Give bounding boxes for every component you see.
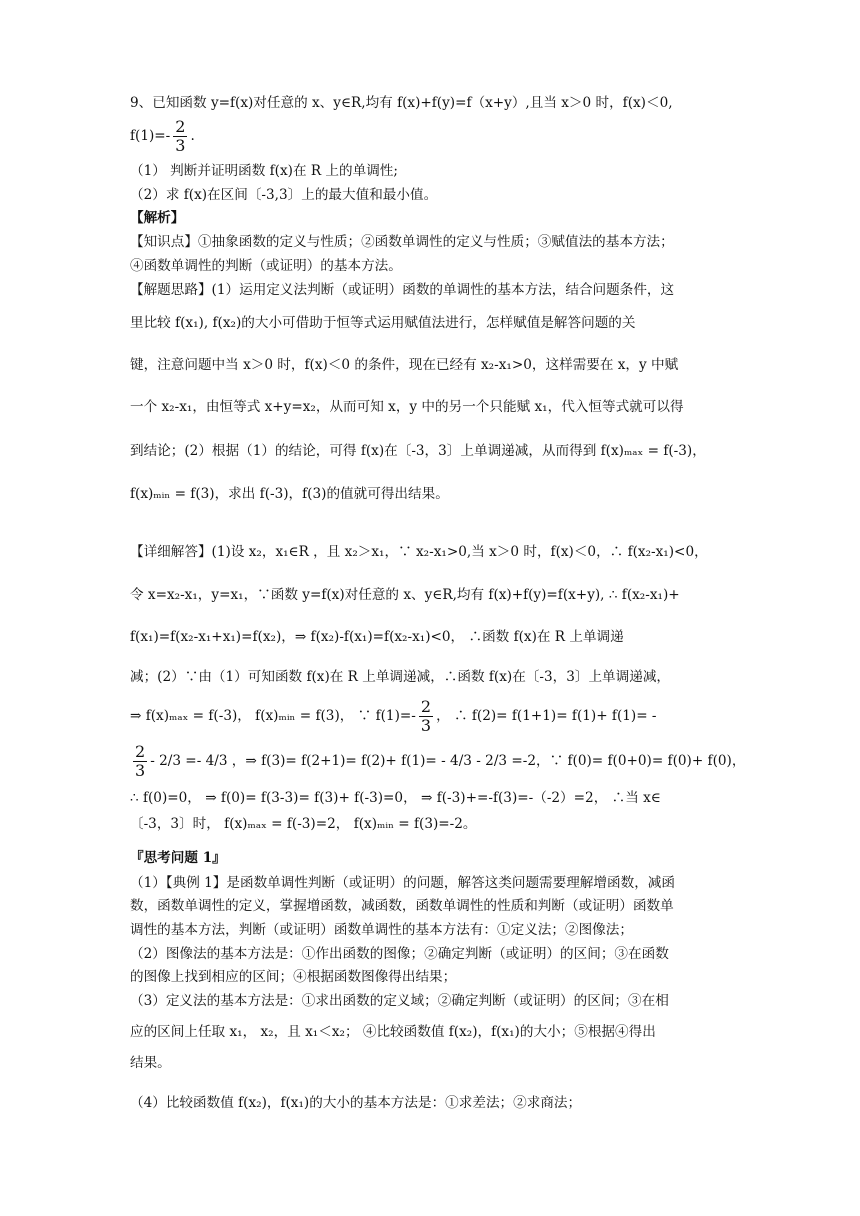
document-line: （3）定义法的基本方法是：①求出函数的定义域；②确定判断（或证明）的区间；③在相	[130, 993, 669, 1009]
document-line: （1）【典例 1】是函数单调性判断（或证明）的问题，解答这类问题需要理解增函数，减函	[130, 875, 675, 891]
fraction	[173, 118, 187, 155]
document-line: 键，注意问题中当 x＞0 时，f(x)＜0 的条件，现在已经有 x₂-x₁>0，这样需要在 x，y 中赋	[130, 357, 679, 373]
line-text-before: f(1)=-	[130, 128, 171, 144]
document-line: 应的区间上任取 x₁， x₂，且 x₁＜x₂； ④比较函数值 f(x₂)，f(x₁)的大小；⑤根据④得出	[130, 1024, 656, 1040]
fraction-numerator: 2	[135, 742, 146, 761]
document-line: 令 x=x₂-x₁，y=x₁，∵函数 y=f(x)对任意的 x、y∈R,均有 f(x)+f(y)=f(x+y), ∴ f(x₂-x₁)+	[130, 587, 680, 603]
document-line: 〔-3，3〕时， f(x)ₘₐₓ = f(-3)=2， f(x)ₘᵢₙ = f(3)=-2。	[130, 816, 477, 832]
line-text-before: ⇒ f(x)ₘₐₓ = f(-3)， f(x)ₘᵢₙ = f(3)， ∵ f(1)=-	[130, 708, 416, 724]
document-line: 『思考问题 1』	[130, 850, 226, 866]
document-line: f(x)ₘᵢₙ = f(3)，求出 f(-3)，f(3)的值就可得出结果。	[130, 486, 449, 502]
line-text-after: - 2/3 =- 4/3 ，⇒ f(3)= f(2+1)= f(2)+ f(1)= - 4/3 - 2/3 =-2，∵ f(0)= f(0+0)= f(0)+ f(0)，	[150, 753, 746, 769]
fraction-numerator: 2	[175, 117, 186, 136]
document-line	[130, 118, 195, 155]
document-line: （1） 判断并证明函数 f(x)在 R 上的单调性;	[130, 163, 398, 179]
document-line	[130, 698, 657, 735]
fraction-denominator: 3	[135, 761, 146, 780]
document-line: 到结论；(2）根据（1）的结论，可得 f(x)在〔-3，3〕上单调递减，从而得到 f(x)ₘₐₓ = f(-3)，	[130, 443, 706, 459]
fraction	[419, 698, 433, 735]
document-line: 【知识点】①抽象函数的定义与性质；②函数单调性的定义与性质；③赋值法的基本方法；	[130, 234, 674, 250]
document-line: 数，函数单调性的定义，掌握增函数，减函数，函数单调性的性质和判断（或证明）函数单	[130, 898, 674, 914]
document-line: f(x₁)=f(x₂-x₁+x₁)=f(x₂)，⇒ f(x₂)-f(x₁)=f(x₂-x₁)<0， ∴函数 f(x)在 R 上单调递	[130, 629, 624, 645]
document-line: 【详细解答】(1)设 x₂，x₁∈R ，且 x₂＞x₁，∵ x₂-x₁>0,当 x＞0 时，f(x)＜0，∴ f(x₂-x₁)<0，	[130, 544, 708, 560]
document-line: 结果。	[130, 1055, 171, 1071]
document-line: 9、已知函数 y=f(x)对任意的 x、y∈R,均有 f(x)+f(y)=f（x+y）,且当 x＞0 时，f(x)＜0,	[130, 95, 673, 111]
document-line: ∴ f(0)=0， ⇒ f(0)= f(3-3)= f(3)+ f(-3)=0， ⇒ f(-3)+=-f(3)=-（-2）=2， ∴当 x∈	[130, 790, 661, 806]
document-line: 【解析】	[130, 210, 185, 226]
fraction-denominator: 3	[175, 136, 186, 155]
line-text-after: ， ∴ f(2)= f(1+1)= f(1)+ f(1)= -	[436, 708, 657, 724]
document-line: 里比较 f(x₁), f(x₂)的大小可借助于恒等式运用赋值法进行，怎样赋值是解答问题的关	[130, 315, 636, 331]
fraction-numerator: 2	[420, 697, 432, 716]
document-line	[130, 743, 745, 780]
document-line: （2）图像法的基本方法是：①作出函数的图像；②确定判断（或证明）的区间；③在函数	[130, 946, 669, 962]
document-line: 的图像上找到相应的区间；④根据函数图像得出结果；	[130, 969, 457, 985]
document-line: 减；(2）∵由（1）可知函数 f(x)在 R 上单调递减，∴函数 f(x)在〔-3，3〕上单调递减，	[130, 669, 671, 685]
document-line: （2）求 f(x)在区间〔-3,3〕上的最大值和最小值。	[130, 187, 438, 203]
document-line: ④函数单调性的判断（或证明）的基本方法。	[130, 258, 402, 274]
document-line: 调性的基本方法，判断（或证明）函数单调性的基本方法有：①定义法；②图像法；	[130, 922, 633, 938]
document-line: （4）比较函数值 f(x₂)，f(x₁)的大小的基本方法是：①求差法；②求商法；	[130, 1095, 582, 1111]
document-line: 一个 x₂-x₁，由恒等式 x+y=x₂，从而可知 x，y 中的另一个只能赋 x₁，代入恒等式就可以得	[130, 399, 684, 415]
document-line: 【解题思路】(1）运用定义法判断（或证明）函数的单调性的基本方法，结合问题条件，这	[130, 282, 675, 298]
fraction	[133, 743, 147, 780]
line-text-after: .	[190, 128, 195, 144]
fraction-denominator: 3	[420, 716, 432, 735]
